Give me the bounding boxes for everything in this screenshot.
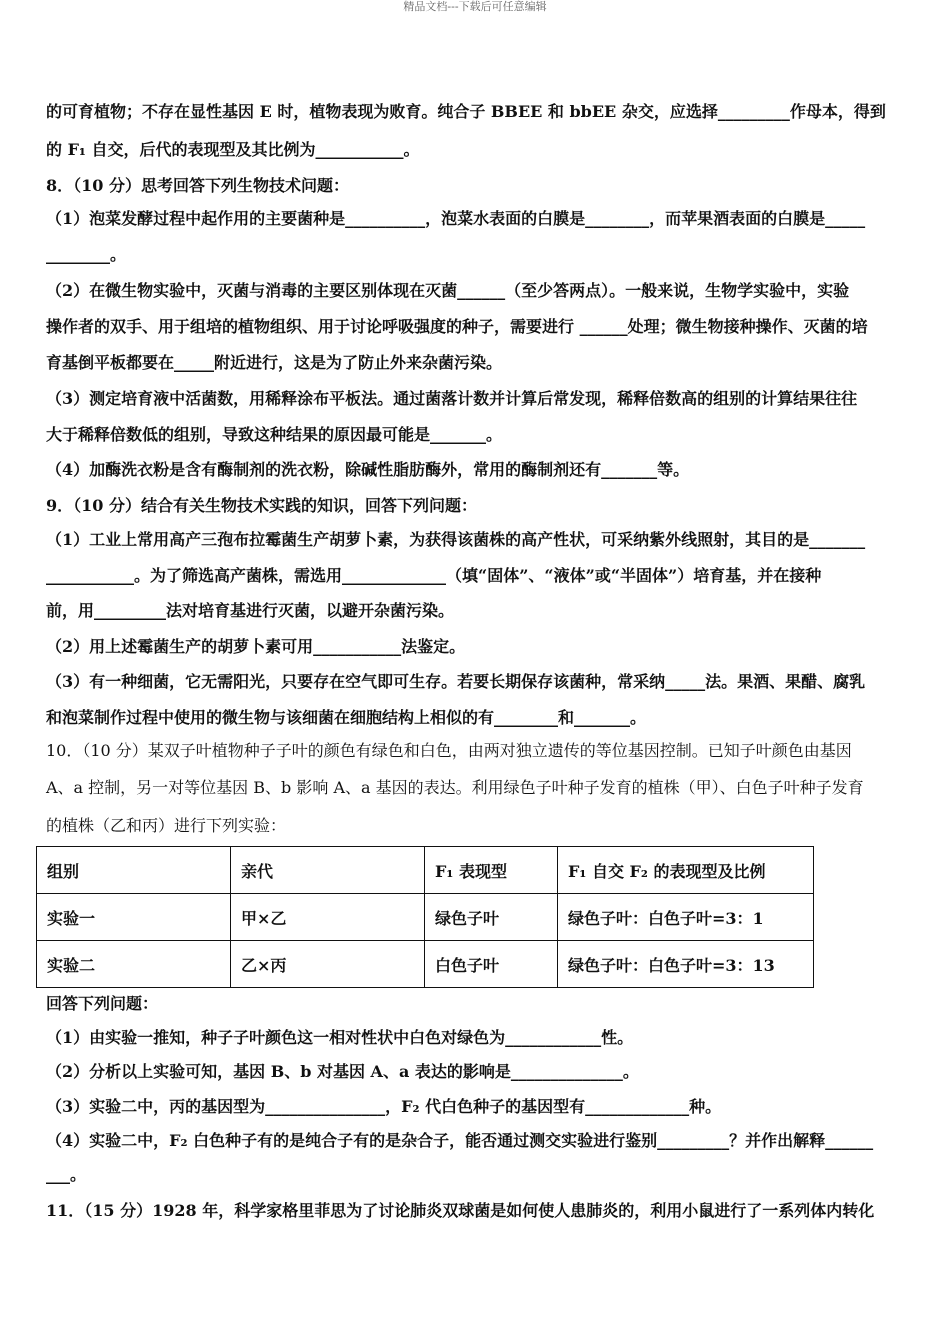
text-line: 的可育植物；不存在显性基因 E 时，植物表现为败育。纯合子 BBEE 和 bbEE 杂交，应选择_________作母本，得到	[46, 102, 886, 121]
text-line: （2）用上述霉菌生产的胡萝卜素可用___________法鉴定。	[46, 637, 466, 656]
table-cell: 白色子叶	[425, 941, 558, 988]
text-line: A、a 控制，另一对等位基因 B、b 影响 A、a 基因的表达。利用绿色子叶种子发育的植株（甲）、白色子叶种子发育	[46, 778, 864, 797]
text-line: 8．（10 分）思考回答下列生物技术问题：	[46, 176, 349, 195]
text-line: 回答下列问题：	[46, 994, 159, 1013]
table-header-row	[37, 847, 814, 894]
text-line: 的植株（乙和丙）进行下列实验：	[46, 816, 287, 835]
table-row	[37, 941, 814, 988]
text-line: （2）分析以上实验可知，基因 B、b 对基因 A、a 表达的影响是______________。	[46, 1062, 639, 1081]
table-cell: 实验一	[37, 894, 231, 941]
text-line: 的 F₁ 自交，后代的表现型及其比例为___________。	[46, 140, 420, 159]
table-cell: 绿色子叶：白色子叶=3：13	[558, 941, 814, 988]
text-line: （4）实验二中，F₂ 白色种子有的是纯合子有的是杂合子，能否通过测交实验进行鉴别_________？并作出解释______	[46, 1131, 874, 1150]
text-line: （1）由实验一推知，种子子叶颜色这一相对性状中白色对绿色为____________性。	[46, 1028, 634, 1047]
text-line: （1）工业上常用高产三孢布拉霉菌生产胡萝卜素，为获得该菌株的高产性状，可采纳紫外线照射，其目的是_______	[46, 530, 866, 549]
experiment-table	[36, 846, 814, 988]
table-header-cell: F₁ 表现型	[425, 847, 558, 894]
table-row	[37, 894, 814, 941]
table-cell: 乙×丙	[231, 941, 425, 988]
table-cell: 绿色子叶	[425, 894, 558, 941]
table-cell: 甲×乙	[231, 894, 425, 941]
text-line: 11．（15 分）1928 年，科学家格里菲思为了讨论肺炎双球菌是如何使人患肺炎的，利用小鼠进行了一系列体内转化	[46, 1201, 875, 1220]
table-cell: 绿色子叶：白色子叶=3：1	[558, 894, 814, 941]
text-line: （3）测定培育液中活菌数，用稀释涂布平板法。通过菌落计数并计算后常发现，稀释倍数高的组别的计算结果往往	[46, 389, 858, 408]
text-line: ________。	[46, 245, 127, 264]
text-line: ___________。为了筛选高产菌株，需选用_____________（填“固体”、“液体”或“半固体”）培育基，并在接种	[46, 566, 822, 585]
text-line: （2）在微生物实验中，灭菌与消毒的主要区别体现在灭菌______（至少答两点）。一般来说，生物学实验中，实验	[46, 281, 850, 300]
table-header-cell: 组别	[37, 847, 231, 894]
text-line: （3）实验二中，丙的基因型为_______________，F₂ 代白色种子的基因型有_____________种。	[46, 1097, 722, 1116]
text-line: 育基倒平板都要在_____附近进行，这是为了防止外来杂菌污染。	[46, 353, 503, 372]
text-line: 大于稀释倍数低的组别，导致这种结果的原因最可能是_______。	[46, 425, 503, 444]
page-header: 精品文档---下载后可任意编辑	[403, 0, 547, 13]
text-line: （3）有一种细菌，它无需阳光，只要存在空气即可生存。若要长期保存该菌种，常采纳_____法。果酒、果醋、腐乳	[46, 672, 866, 691]
text-line: （1）泡菜发酵过程中起作用的主要菌种是__________，泡菜水表面的白膜是________，而苹果酒表面的白膜是_____	[46, 209, 866, 228]
text-line: ___。	[46, 1165, 87, 1184]
text-line: （4）加酶洗衣粉是含有酶制剂的洗衣粉，除碱性脂肪酶外，常用的酶制剂还有_______等。	[46, 460, 690, 479]
text-line: 和泡菜制作过程中使用的微生物与该细菌在细胞结构上相似的有________和_______。	[46, 708, 647, 727]
table-header-cell: F₁ 自交 F₂ 的表现型及比例	[558, 847, 814, 894]
text-line: 前，用_________法对培育基进行灭菌，以避开杂菌污染。	[46, 601, 455, 620]
text-line: 10．（10 分）某双子叶植物种子子叶的颜色有绿色和白色，由两对独立遗传的等位基因控制。已知子叶颜色由基因	[46, 741, 852, 760]
table-cell: 实验二	[37, 941, 231, 988]
text-line: 操作者的双手、用于组培的植物组织、用于讨论呼吸强度的种子，需要进行 ______处理；微生物接种操作、灭菌的培	[46, 317, 868, 336]
table-header-cell: 亲代	[231, 847, 425, 894]
text-line: 9．（10 分）结合有关生物技术实践的知识，回答下列问题：	[46, 496, 477, 515]
